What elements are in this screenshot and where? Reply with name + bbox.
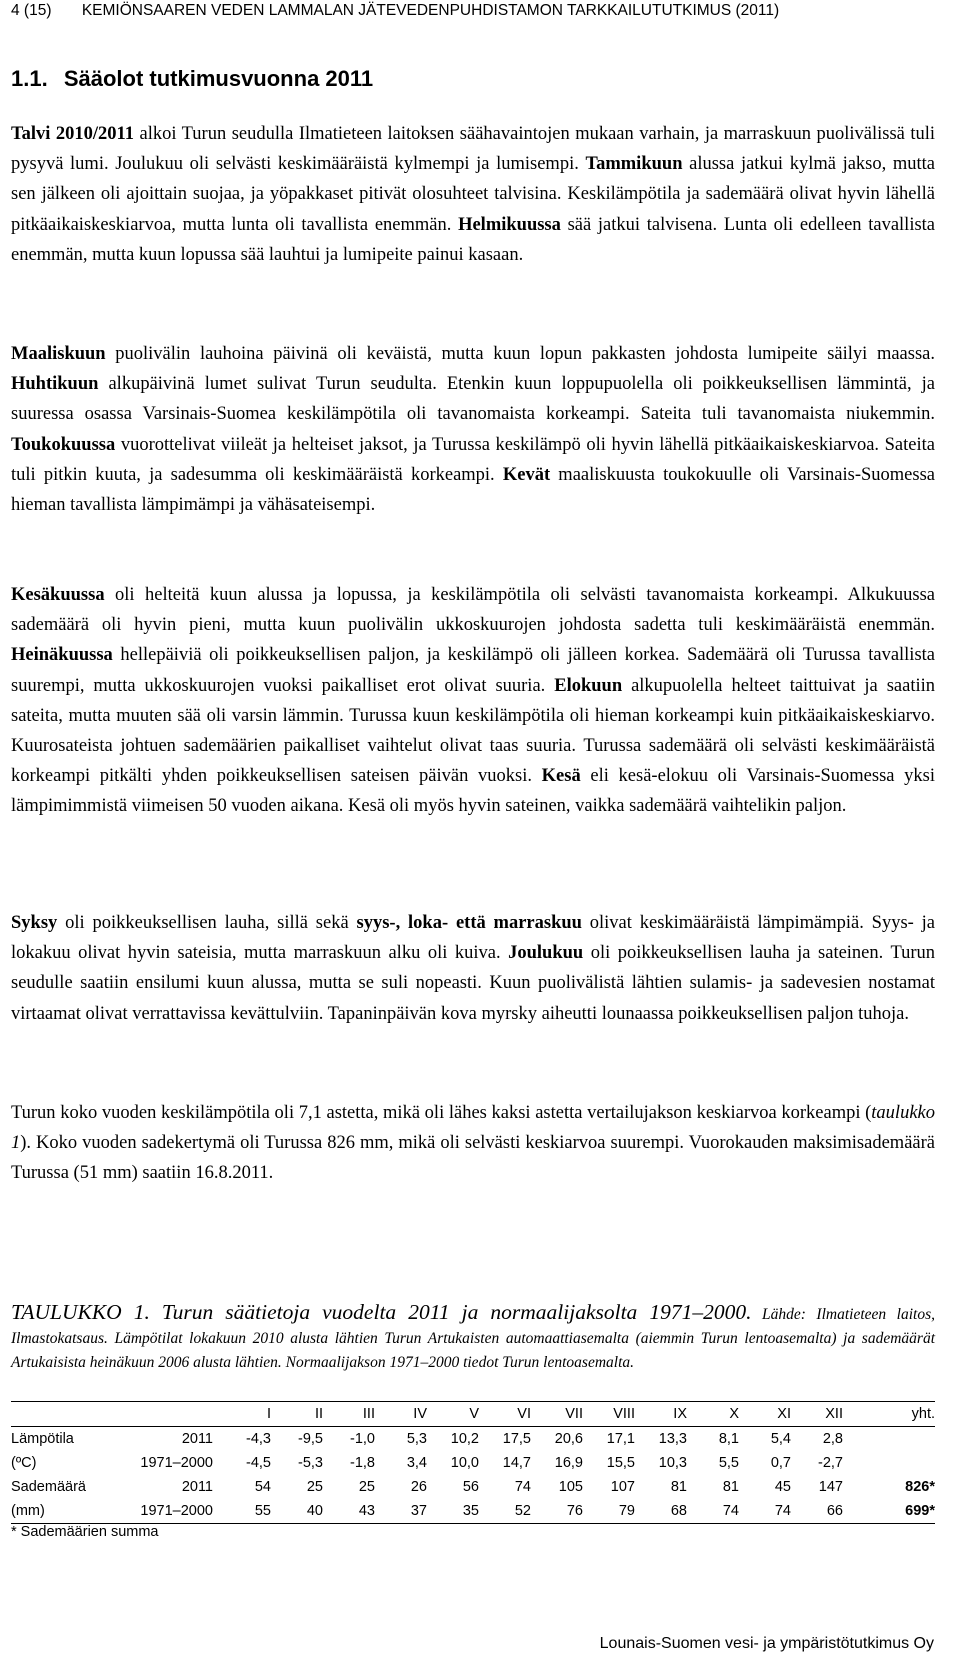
row-label: (mm): [11, 1503, 45, 1519]
table-cell: 17,1: [606, 1431, 635, 1447]
table-cell: 81: [670, 1479, 687, 1495]
row-label: Lämpötila: [11, 1431, 74, 1447]
row-period: 2011: [181, 1479, 213, 1495]
table-cell: 43: [358, 1503, 375, 1519]
table-cell: 25: [306, 1479, 323, 1495]
table-cell: 0,7: [770, 1455, 791, 1471]
section-number: 1.1.: [11, 66, 48, 91]
table-cell: 25: [358, 1479, 375, 1495]
month-header: VI: [517, 1406, 531, 1422]
table-cell: 37: [410, 1503, 427, 1519]
table-cell: 5,3: [406, 1431, 427, 1447]
table-cell: 107: [610, 1479, 635, 1495]
table-cell: 56: [462, 1479, 479, 1495]
table-row: [11, 1499, 935, 1524]
caption-title: TAULUKKO 1. Turun säätietoja vuodelta 2011 ja normaalijaksolta 1971–2000.: [11, 1300, 752, 1324]
table-cell: 74: [722, 1503, 739, 1519]
table-cell: 40: [306, 1503, 323, 1519]
month-header: IX: [673, 1406, 687, 1422]
table-cell: 8,1: [718, 1431, 739, 1447]
table-cell: 5,4: [770, 1431, 791, 1447]
total-header: yht.: [911, 1406, 935, 1422]
table-cell: -4,5: [246, 1455, 271, 1471]
table-cell: 16,9: [554, 1455, 583, 1471]
table-cell: -5,3: [298, 1455, 323, 1471]
table-cell: 10,0: [450, 1455, 479, 1471]
row-period: 2011: [181, 1431, 213, 1447]
row-total: [843, 1427, 935, 1452]
row-period: 1971–2000: [140, 1503, 213, 1519]
paragraph-winter: Talvi 2010/2011 alkoi Turun seudulla Ilmatieteen laitoksen säähavaintojen mukaan varhain, ja marraskuun puolivälissä tuli pysyvä lumi. Joulukuu oli selvästi keskimääräistä kylmempi ja lumisempi. Tammikuun alussa jatkui kylmä jakso, mutta sen jälkeen oli ajoittain suojaa, ja yöpakkaset pitivät olosuhteet talvisina. Keskilämpötila ja sademäärä olivat hyvin lähellä pitkäaikaiskeskiarvoa, mutta lunta oli tavallista enemmän. Helmikuussa sää jatkui talvisena. Lunta oli edelleen tavallista enemmän, mutta kuun lopussa sää lauhtui ja lumipeite painui kasaan.: [11, 124, 936, 265]
table-cell: -2,7: [818, 1455, 843, 1471]
table-cell: 17,5: [502, 1431, 531, 1447]
table-cell: 14,7: [502, 1455, 531, 1471]
section-heading: [11, 66, 373, 92]
row-total: [843, 1451, 935, 1475]
caption-source: Lähde: Ilmatieteen laitos, Ilmastokatsaus. Lämpötilat lokakuun 2010 alusta lähtien Turun Artukaisten automaattiasemalta (aiemmin Turun lentoasemalta) ja sademäärät Artukaisista heinäkuun 2006 alusta lähtien. Normaalijakson 1971–2000 tiedot Turun lentoasemalta.: [11, 1306, 935, 1371]
table-cell: 74: [514, 1479, 531, 1495]
month-header: I: [266, 1406, 271, 1422]
row-label: Sademäärä: [11, 1479, 86, 1495]
table-cell: 55: [254, 1503, 271, 1519]
table-cell: 35: [462, 1503, 479, 1519]
row-total: 699*: [905, 1503, 935, 1519]
table-cell: 105: [558, 1479, 583, 1495]
table-cell: 26: [410, 1479, 427, 1495]
paragraph-summer: Kesäkuussa oli helteitä kuun alussa ja lopussa, ja keskilämpötila oli selvästi tavanomaista korkeampi. Alkukuussa sademäärä oli hyvin pieni, mutta kuun puolivälin ukkoskuurojen johdosta sadetta tuli keskimääräistä enemmän. Heinäkuussa hellepäiviä oli poikkeuksellisen paljon, ja keskilämpö oli jälleen korkea. Sademäärä oli Turussa tavallista suurempi, mutta ukkoskuurojen vuoksi paikalliset erot olivat suuria. Elokuun alkupuolella helteet taittuivat ja saatiin sateita, mutta muuten sää oli varsin lämmin. Turussa kuun keskilämpötila oli hieman korkeampi kuin pitkäaikaiskeskiarvo. Kuurosateista johtuen sademäärien paikalliset vaihtelut olivat taas suuria. Turussa sademäärä oli selvästi keskimääräistä korkeampi pitkälti yhden poikkeuksellisen sateisen päivän vuoksi. Kesä eli kesä-elokuu oli Varsinais-Suomessa yksi lämpimimmistä viimeisen 50 vuoden aikana. Kesä oli myös hyvin sateinen, vaikka sademäärä vaihtelikin paljon.: [11, 585, 935, 817]
table-cell: 15,5: [606, 1455, 635, 1471]
table-cell: -1,8: [350, 1455, 375, 1471]
table-header-row: [11, 1402, 935, 1427]
table-cell: 81: [722, 1479, 739, 1495]
table-cell: 79: [618, 1503, 635, 1519]
month-header: V: [469, 1406, 479, 1422]
table-cell: 74: [774, 1503, 791, 1519]
table-row: [11, 1475, 935, 1499]
month-header: VIII: [613, 1406, 635, 1422]
table-caption: [11, 1300, 935, 1375]
month-header: II: [314, 1406, 323, 1422]
page-footer: Lounais-Suomen vesi- ja ympäristötutkimus Oy: [599, 1635, 934, 1652]
section-title: Sääolot tutkimusvuonna 2011: [63, 66, 374, 91]
paragraph-spring: Maaliskuun puolivälin lauhoina päivinä oli keväistä, mutta kuun lopun pakkasten johdosta lumipeite säilyi maassa. Huhtikuun alkupäivinä lumet sulivat Turun seudulta. Etenkin kuun loppupuolella oli poikkeuksellisen lämmintä, ja suuressa osassa Varsinais-Suomea keskilämpötila oli tavanomaista korkeampi. Sateita tuli tavanomaista niukemmin. Toukokuussa vuorottelivat viileät ja helteiset jaksot, ja Turussa keskilämpö oli hyvin lähellä pitkäaikaiskeskiarvoa. Sateita tuli pitkin kuuta, ja sadesumma oli keskimääräistä korkeampi. Kevät maaliskuusta toukokuulle oli Varsinais-Suomessa hieman tavallista lämpimämpi ja vähäsateisempi.: [11, 344, 935, 516]
month-header: XI: [777, 1406, 791, 1422]
page-header: [11, 2, 779, 20]
month-header: VII: [565, 1406, 583, 1422]
table-cell: -1,0: [350, 1431, 375, 1447]
table-cell: -4,3: [246, 1431, 271, 1447]
table-cell: -9,5: [298, 1431, 323, 1447]
table-cell: 3,4: [406, 1455, 427, 1471]
table-cell: 66: [826, 1503, 843, 1519]
table-cell: 68: [670, 1503, 687, 1519]
table-cell: 52: [514, 1503, 531, 1519]
table-footnote: * Sademäärien summa: [11, 1524, 159, 1540]
table-cell: 20,6: [554, 1431, 583, 1447]
table-row: [11, 1451, 935, 1475]
month-header: III: [362, 1406, 375, 1422]
table-cell: 76: [566, 1503, 583, 1519]
paragraph-autumn: Syksy oli poikkeuksellisen lauha, sillä sekä syys-, loka- että marraskuu olivat keskimääräistä lämpimämpiä. Syys- ja lokakuu olivat hyvin sateisia, mutta marraskuun alku oli kuiva. Joulukuu oli poikkeuksellisen lauha ja sateinen. Turun seudulle saatiin ensilumi kuun alussa, mutta se suli nopeasti. Kuun puolivälistä lähtien sulamis- ja sadevesien nostamat virtaamat olivat verrattavissa kevättulviin. Tapaninpäivän kova myrsky aiheutti lounaassa poikkeuksellisen paljon tuhoja.: [11, 913, 936, 1024]
row-period: 1971–2000: [140, 1455, 213, 1471]
table-cell: 5,5: [718, 1455, 739, 1471]
table-cell: 54: [254, 1479, 271, 1495]
month-header: X: [729, 1406, 739, 1422]
report-title: KEMIÖNSAAREN VEDEN LAMMALAN JÄTEVEDENPUHDISTAMON TARKKAILUTUTKIMUS (2011): [81, 2, 780, 19]
paragraph-annual-summary: Turun koko vuoden keskilämpötila oli 7,1 astetta, mikä oli lähes kaksi astetta vertailujakson keskiarvoa korkeampi (taulukko 1). Koko vuoden sadekertymä oli Turussa 826 mm, mikä oli selvästi keskiarvoa suurempi. Vuorokauden maksimisademäärä Turussa (51 mm) saatiin 16.8.2011.: [11, 1103, 935, 1184]
month-header: XII: [825, 1406, 843, 1422]
table-cell: 10,3: [658, 1455, 687, 1471]
row-label: (ºC): [11, 1455, 37, 1471]
table-cell: 2,8: [822, 1431, 843, 1447]
table-cell: 45: [774, 1479, 791, 1495]
table-cell: 10,2: [450, 1431, 479, 1447]
month-header: IV: [413, 1406, 427, 1422]
table-row: [11, 1427, 935, 1452]
weather-table: [11, 1401, 935, 1524]
row-total: 826*: [905, 1479, 935, 1495]
table-cell: 147: [818, 1479, 843, 1495]
page-number: 4 (15): [11, 2, 52, 19]
table-cell: 13,3: [658, 1431, 687, 1447]
